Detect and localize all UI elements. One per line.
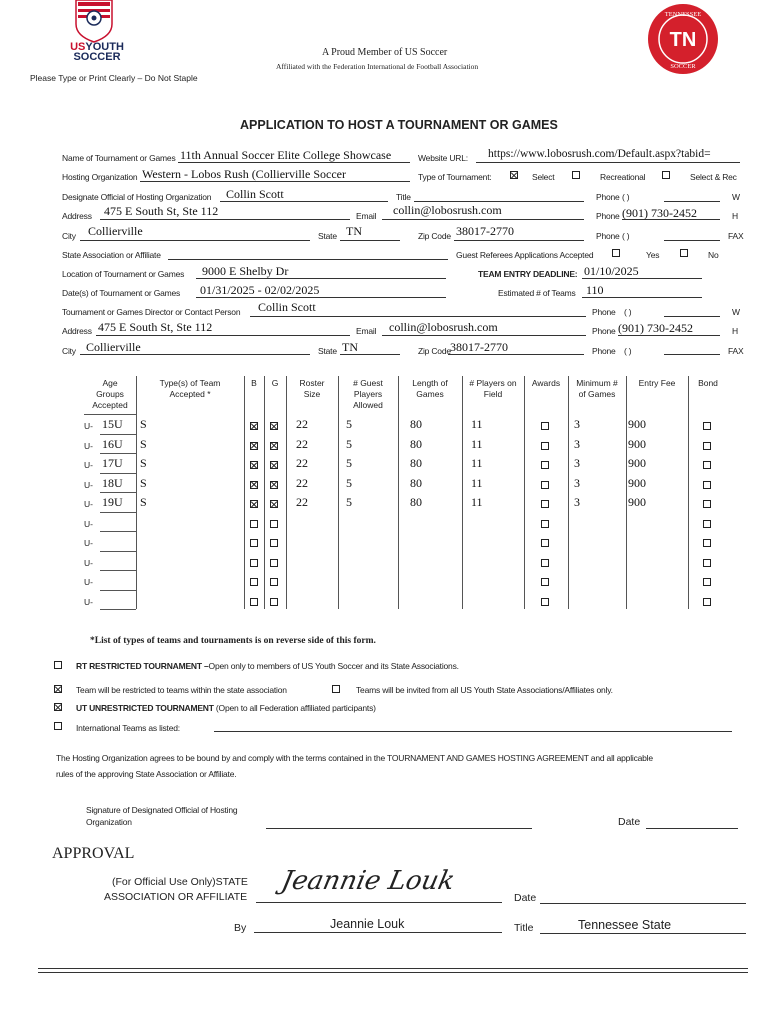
hosting-org-field[interactable]: Western - Lobos Rush (Collierville Soccer xyxy=(142,167,346,181)
awards-checkbox[interactable] xyxy=(541,481,549,489)
director-field[interactable]: Collin Scott xyxy=(258,300,316,314)
email-label: Email xyxy=(356,211,377,221)
phone-h-field[interactable]: (901) 730-2452 xyxy=(622,206,697,220)
girls-checkbox[interactable] xyxy=(270,481,278,489)
approval-title: APPROVAL xyxy=(52,845,135,862)
min-games-cell[interactable]: 3 xyxy=(574,417,580,431)
dir-phone-fax-blank: ( ) xyxy=(624,346,632,356)
international-label: International Teams as listed: xyxy=(76,723,180,733)
title-label: Title xyxy=(396,192,411,202)
approval-date-line[interactable] xyxy=(540,903,746,904)
team-type-cell[interactable]: S xyxy=(140,436,147,451)
phone-fax-blank: ( ) xyxy=(622,231,630,241)
boys-checkbox[interactable] xyxy=(250,442,258,450)
awards-checkbox[interactable] xyxy=(541,578,549,586)
roster-size-cell[interactable]: 22 xyxy=(296,475,308,490)
table-header: Roster Size xyxy=(299,378,325,399)
bond-checkbox[interactable] xyxy=(703,578,711,586)
type-select-checkbox[interactable] xyxy=(510,171,518,179)
game-length-cell[interactable]: 80 xyxy=(410,456,422,470)
bond-checkbox[interactable] xyxy=(703,481,711,489)
bond-checkbox[interactable] xyxy=(703,422,711,430)
restricted-desc: Open only to members of US Youth Soccer and its State Associations. xyxy=(208,661,459,671)
all-states-checkbox[interactable] xyxy=(332,685,340,693)
guest-refs-yes-label: Yes xyxy=(646,250,660,260)
phone-w-blank: ( ) xyxy=(622,192,630,202)
city-label: City xyxy=(62,231,76,241)
dates-field[interactable]: 01/31/2025 - 02/02/2025 xyxy=(200,283,320,297)
dir-address-field[interactable]: 475 E South St, Ste 112 xyxy=(98,320,213,334)
dir-phone-fax-label: Phone xyxy=(592,346,616,356)
boys-checkbox[interactable] xyxy=(250,539,258,547)
by-name[interactable]: Jeannie Louk xyxy=(330,917,405,931)
type-label: Type of Tournament: xyxy=(418,172,492,182)
dir-city-field[interactable]: Collierville xyxy=(86,340,141,354)
est-teams-field[interactable]: 110 xyxy=(586,283,604,297)
entry-fee-cell[interactable]: 900 xyxy=(628,475,646,490)
approval-title-value[interactable]: Tennessee State xyxy=(578,918,672,932)
roster-size-cell[interactable]: 22 xyxy=(296,436,308,451)
table-header: Awards xyxy=(531,378,561,388)
type-recreational-label: Recreational xyxy=(600,172,646,182)
bond-checkbox[interactable] xyxy=(703,442,711,450)
girls-checkbox[interactable] xyxy=(270,578,278,586)
state-label: State xyxy=(318,231,337,241)
dir-zip-field[interactable]: 38017-2770 xyxy=(450,340,508,354)
zip-field[interactable]: 38017-2770 xyxy=(456,224,514,238)
international-checkbox[interactable] xyxy=(54,722,62,730)
table-header: Type(s) of Team Accepted * xyxy=(159,378,221,399)
table-header: Bond xyxy=(698,378,718,388)
phone-fax-label: Phone xyxy=(596,231,620,241)
dir-zip-label: Zip Code xyxy=(418,346,451,356)
svg-text:SOCCER: SOCCER xyxy=(670,63,696,70)
u-prefix: U- xyxy=(84,440,93,451)
tennessee-soccer-logo xyxy=(646,2,720,76)
w-label: W xyxy=(732,192,740,202)
table-header: Entry Fee xyxy=(638,378,676,388)
awards-checkbox[interactable] xyxy=(541,520,549,528)
signature-date-line[interactable] xyxy=(646,828,738,829)
age-group-cell[interactable]: 16U xyxy=(102,436,123,451)
min-games-cell[interactable]: 3 xyxy=(574,495,580,509)
girls-checkbox[interactable] xyxy=(270,539,278,547)
table-header: # Players on Field xyxy=(469,378,517,399)
unrestricted-checkbox[interactable] xyxy=(54,703,62,711)
awards-checkbox[interactable] xyxy=(541,559,549,567)
u-prefix: U- xyxy=(84,596,93,607)
min-games-cell[interactable]: 3 xyxy=(574,475,580,490)
dir-fax-label: FAX xyxy=(728,346,744,356)
signature-label-2: Organization xyxy=(86,817,132,827)
girls-checkbox[interactable] xyxy=(270,500,278,508)
boys-checkbox[interactable] xyxy=(250,520,258,528)
guest-refs-no-label: No xyxy=(708,250,719,260)
type-select-rec-label: Select & Rec xyxy=(690,172,737,182)
footer-divider-top xyxy=(38,968,748,969)
girls-checkbox[interactable] xyxy=(270,559,278,567)
dir-email-label: Email xyxy=(356,326,377,336)
est-teams-label: Estimated # of Teams xyxy=(498,288,576,298)
players-on-field-cell[interactable]: 11 xyxy=(471,436,483,451)
dir-phone-h-field[interactable]: (901) 730-2452 xyxy=(618,321,693,335)
svg-text:TN: TN xyxy=(669,29,697,51)
girls-checkbox[interactable] xyxy=(270,598,278,606)
bond-checkbox[interactable] xyxy=(703,461,711,469)
agreement-line-1: The Hosting Organization agrees to be bound by and comply with the terms contained in the TOURNAMENT AND GAMES HOSTING AGREEMENT and all applicable xyxy=(56,753,653,763)
svg-text:TENNESSEE: TENNESSEE xyxy=(664,11,702,18)
awards-checkbox[interactable] xyxy=(541,422,549,430)
location-label: Location of Tournament or Games xyxy=(62,269,185,279)
official-field[interactable]: Collin Scott xyxy=(226,187,284,201)
deadline-label: TEAM ENTRY DEADLINE: xyxy=(478,269,578,279)
boys-checkbox[interactable] xyxy=(250,481,258,489)
dir-phone-w-label: Phone xyxy=(592,307,616,317)
game-length-cell[interactable]: 80 xyxy=(410,495,422,509)
roster-size-cell[interactable]: 22 xyxy=(296,417,308,431)
awards-checkbox[interactable] xyxy=(541,598,549,606)
u-prefix: U- xyxy=(84,577,93,587)
bond-checkbox[interactable] xyxy=(703,500,711,508)
age-group-cell[interactable]: 15U xyxy=(102,417,123,431)
form-title: APPLICATION TO HOST A TOURNAMENT OR GAMES xyxy=(240,118,558,132)
email-field[interactable]: collin@lobosrush.com xyxy=(393,203,502,217)
designate-label: Designate Official of Hosting Organization xyxy=(62,192,212,202)
deadline-field[interactable]: 01/10/2025 xyxy=(584,264,639,278)
team-type-cell[interactable]: S xyxy=(140,456,147,470)
type-select-rec-checkbox[interactable] xyxy=(662,171,670,179)
game-length-cell[interactable]: 80 xyxy=(410,417,422,431)
website-label: Website URL: xyxy=(418,153,468,163)
game-length-cell[interactable]: 80 xyxy=(410,436,422,451)
member-line: A Proud Member of US Soccer xyxy=(322,47,448,58)
table-header: G xyxy=(271,378,279,388)
logo-text: USYOUTH SOCCER xyxy=(70,41,124,63)
u-prefix: U- xyxy=(84,479,93,490)
boys-checkbox[interactable] xyxy=(250,461,258,469)
signature-label-1: Signature of Designated Official of Hosting xyxy=(86,805,238,815)
girls-checkbox[interactable] xyxy=(270,422,278,430)
dir-h-label: H xyxy=(732,326,738,336)
affiliation-line: Affiliated with the Federation International de Football Association xyxy=(276,62,479,71)
team-type-cell[interactable]: S xyxy=(140,495,147,509)
bond-checkbox[interactable] xyxy=(703,559,711,567)
city-field[interactable]: Collierville xyxy=(88,224,143,238)
name-field[interactable]: 11th Annual Soccer Elite College Showcase xyxy=(180,148,392,162)
age-group-cell[interactable]: 19U xyxy=(102,495,123,509)
hosting-org-label: Hosting Organization xyxy=(62,172,138,182)
roster-size-cell[interactable]: 22 xyxy=(296,495,308,509)
approval-title-label: Title xyxy=(514,922,534,934)
footer-divider-bottom xyxy=(38,972,748,973)
awards-checkbox[interactable] xyxy=(541,539,549,547)
u-prefix: U- xyxy=(84,421,93,431)
unrestricted-title: UT UNRESTRICTED TOURNAMENT (Open to all Federation affiliated participants) xyxy=(76,703,376,713)
address-field[interactable]: 475 E South St, Ste 112 xyxy=(104,204,219,218)
name-label: Name of Tournament or Games xyxy=(62,153,176,163)
all-states-label: Teams will be invited from all US Youth State Associations/Affiliates only. xyxy=(356,685,613,695)
dir-email-field[interactable]: collin@lobosrush.com xyxy=(389,320,498,334)
team-type-cell[interactable]: S xyxy=(140,417,147,431)
guest-players-cell[interactable]: 5 xyxy=(346,495,352,509)
dir-state-label: State xyxy=(318,346,337,356)
address-label: Address xyxy=(62,211,92,221)
awards-checkbox[interactable] xyxy=(541,500,549,508)
table-header: Length of Games xyxy=(412,378,448,399)
dir-phone-w-blank: ( ) xyxy=(624,307,632,317)
min-games-cell[interactable]: 3 xyxy=(574,456,580,470)
players-on-field-cell[interactable]: 11 xyxy=(471,456,483,470)
location-field[interactable]: 9000 E Shelby Dr xyxy=(202,264,289,278)
approval-label-1: (For Official Use Only)STATE xyxy=(112,876,248,888)
unrestricted-desc: (Open to all Federation affiliated participants) xyxy=(215,703,376,713)
signature-date-label: Date xyxy=(618,816,641,828)
roster-size-cell[interactable]: 22 xyxy=(296,456,308,470)
bond-checkbox[interactable] xyxy=(703,539,711,547)
table-header: # Guest Players Allowed xyxy=(353,378,383,410)
guest-players-cell[interactable]: 5 xyxy=(346,475,352,490)
boys-checkbox[interactable] xyxy=(250,598,258,606)
by-label: By xyxy=(234,922,247,934)
players-on-field-cell[interactable]: 11 xyxy=(471,475,483,490)
types-note: *List of types of teams and tournaments is on reverse side of this form. xyxy=(90,636,376,646)
entry-fee-cell[interactable]: 900 xyxy=(628,495,646,509)
u-prefix: U- xyxy=(84,460,93,470)
website-field[interactable]: https://www.lobosrush.com/Default.aspx?tabid= xyxy=(488,148,711,160)
bond-checkbox[interactable] xyxy=(703,598,711,606)
u-prefix: U- xyxy=(84,538,93,548)
awards-checkbox[interactable] xyxy=(541,461,549,469)
dir-w-label: W xyxy=(732,307,740,317)
girls-checkbox[interactable] xyxy=(270,461,278,469)
dir-phone-h-label: Phone xyxy=(592,326,616,336)
u-prefix: U- xyxy=(84,499,93,509)
signature-line[interactable] xyxy=(266,828,532,829)
agreement-line-2: rules of the approving State Association or Affiliate. xyxy=(56,769,237,779)
players-on-field-cell[interactable]: 11 xyxy=(471,495,483,509)
game-length-cell[interactable]: 80 xyxy=(410,475,422,490)
approval-signature-line[interactable] xyxy=(256,902,502,903)
guest-players-cell[interactable]: 5 xyxy=(346,456,352,470)
team-type-cell[interactable]: S xyxy=(140,475,147,490)
state-field[interactable]: TN xyxy=(346,224,362,238)
entry-fee-cell[interactable]: 900 xyxy=(628,436,646,451)
within-state-label: Team will be restricted to teams within the state association xyxy=(76,685,287,695)
players-on-field-cell[interactable]: 11 xyxy=(471,417,483,431)
age-group-cell[interactable]: 17U xyxy=(102,456,123,470)
age-group-cell[interactable]: 18U xyxy=(102,475,123,490)
guest-refs-yes-checkbox[interactable] xyxy=(612,249,620,257)
within-state-checkbox[interactable] xyxy=(54,685,62,693)
awards-checkbox[interactable] xyxy=(541,442,549,450)
instructions: Please Type or Print Clearly – Do Not Staple xyxy=(30,73,198,83)
guest-players-cell[interactable]: 5 xyxy=(346,436,352,451)
entry-fee-cell[interactable]: 900 xyxy=(628,456,646,470)
guest-refs-label: Guest Referees Applications Accepted xyxy=(456,250,594,260)
restricted-checkbox[interactable] xyxy=(54,661,62,669)
director-label: Tournament or Games Director or Contact Person xyxy=(62,307,241,317)
bond-checkbox[interactable] xyxy=(703,520,711,528)
phone-h-label: Phone xyxy=(596,211,620,221)
boys-checkbox[interactable] xyxy=(250,422,258,430)
approval-signature: Jeannie Louk xyxy=(278,866,458,896)
u-prefix: U- xyxy=(84,518,93,529)
min-games-cell[interactable]: 3 xyxy=(574,436,580,451)
phone-w-label: Phone xyxy=(596,192,620,202)
guest-players-cell[interactable]: 5 xyxy=(346,417,352,431)
table-header: Age Groups Accepted xyxy=(92,378,128,410)
fax-label: FAX xyxy=(728,231,744,241)
state-assoc-label: State Association or Affiliate xyxy=(62,250,161,260)
girls-checkbox[interactable] xyxy=(270,520,278,528)
restricted-title: RT RESTRICTED TOURNAMENT –Open only to members of US Youth Soccer and its State Associations. xyxy=(76,661,459,671)
type-recreational-checkbox[interactable] xyxy=(572,171,580,179)
table-header: B xyxy=(251,378,257,388)
boys-checkbox[interactable] xyxy=(250,500,258,508)
h-label: H xyxy=(732,211,738,221)
dir-address-label: Address xyxy=(62,326,92,336)
entry-fee-cell[interactable]: 900 xyxy=(628,417,646,431)
table-header: Minimum # of Games xyxy=(576,378,618,399)
type-select-label: Select xyxy=(532,172,555,182)
dir-city-label: City xyxy=(62,346,76,356)
approval-label-2: ASSOCIATION OR AFFILIATE xyxy=(104,891,248,903)
zip-label: Zip Code xyxy=(418,231,451,241)
dates-label: Date(s) of Tournament or Games xyxy=(62,288,181,298)
approval-date-label: Date xyxy=(514,892,537,904)
boys-checkbox[interactable] xyxy=(250,559,258,567)
guest-refs-no-checkbox[interactable] xyxy=(680,249,688,257)
girls-checkbox[interactable] xyxy=(270,442,278,450)
dir-state-field[interactable]: TN xyxy=(342,340,358,354)
u-prefix: U- xyxy=(84,557,93,568)
boys-checkbox[interactable] xyxy=(250,578,258,586)
